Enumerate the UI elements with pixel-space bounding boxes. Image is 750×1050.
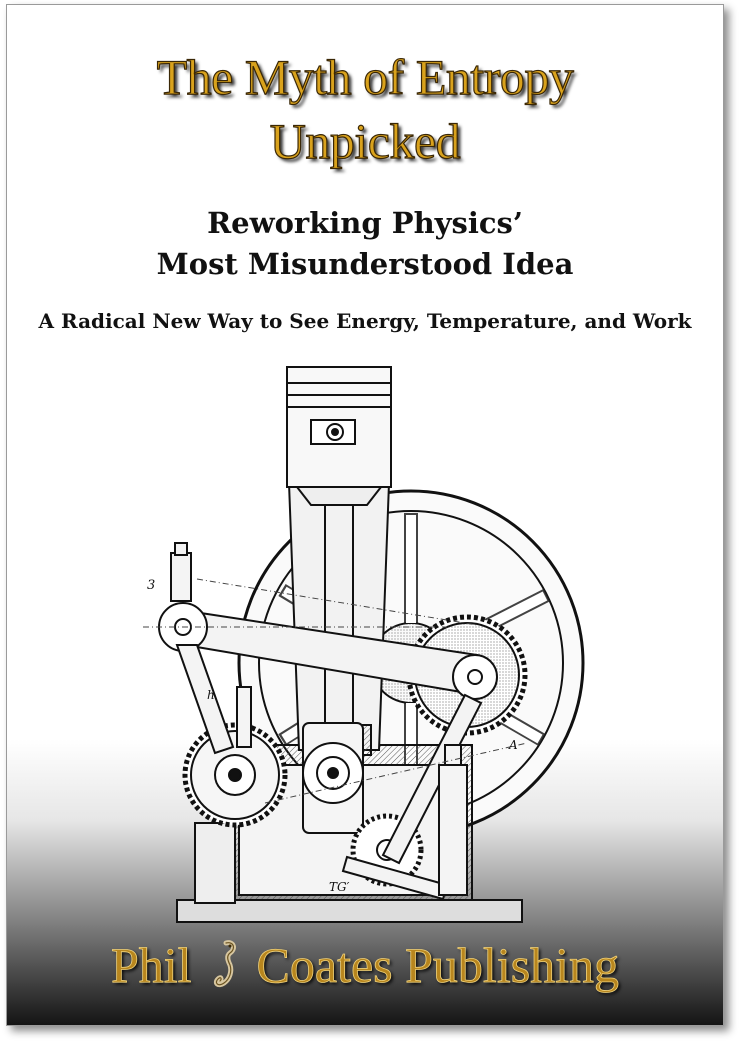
crank	[303, 723, 363, 833]
publisher-name-right: Coates Publishing	[256, 937, 620, 993]
cylinder-columns	[289, 483, 389, 755]
right-post	[439, 745, 467, 895]
label-tg: TG′	[329, 880, 350, 894]
publisher-name-left: Phil	[110, 937, 192, 993]
piston	[287, 367, 391, 505]
left-gear	[185, 725, 285, 825]
subtitle-line-1: Reworking Physics’	[207, 206, 523, 240]
label-3: 3	[147, 578, 156, 593]
book-title-line-1: The Myth of Entropy	[156, 49, 574, 105]
publisher-name	[7, 935, 723, 995]
book-title-line-2: Unpicked	[269, 113, 461, 169]
subtitle-line-2: Most Misunderstood Idea	[156, 247, 574, 281]
label-a: A	[509, 738, 518, 752]
book-cover	[6, 4, 724, 1026]
steam-engine-illustration-icon	[7, 5, 723, 1025]
tagline: A Radical New Way to See Energy, Temperature, and Work	[38, 309, 692, 333]
seahorse-logo-icon	[204, 935, 244, 995]
label-h: h	[207, 688, 215, 702]
